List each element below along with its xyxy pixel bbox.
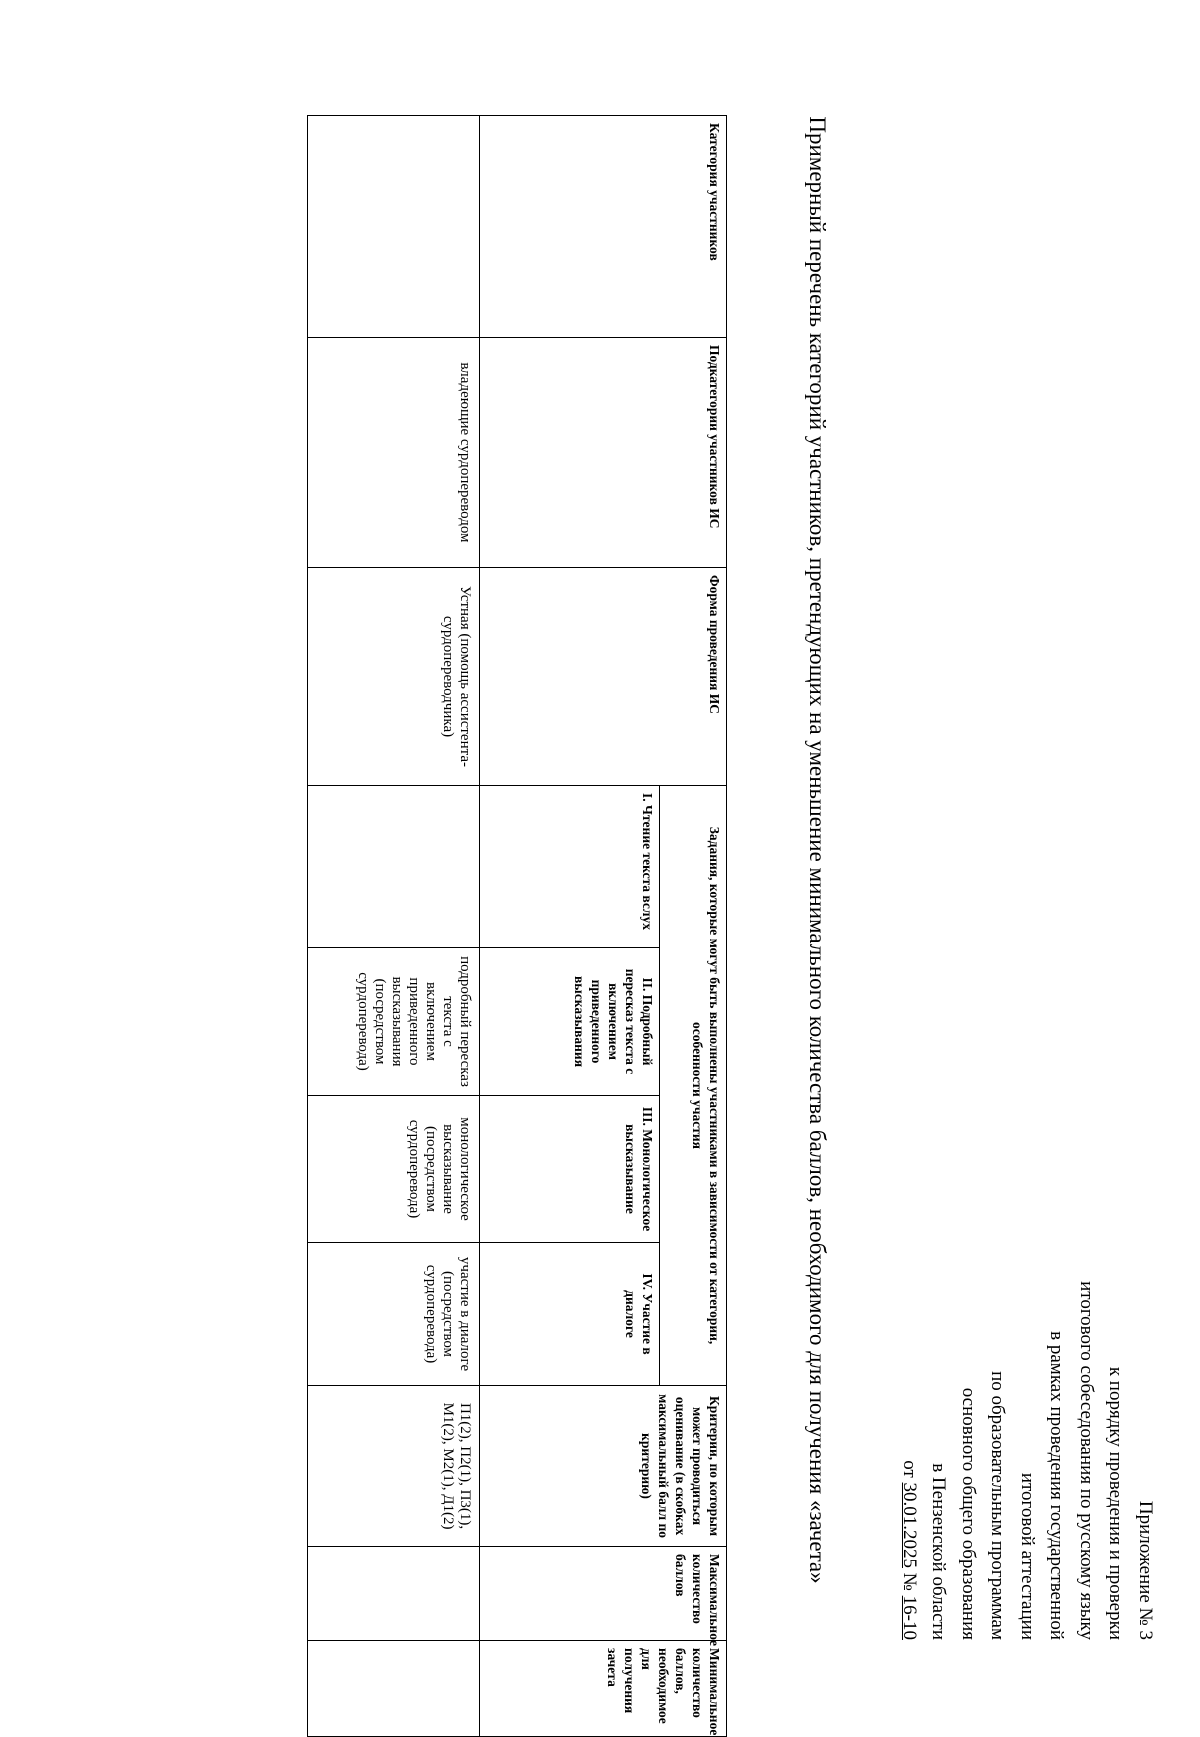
cell-category	[308, 116, 480, 338]
header-category: Категория участников	[480, 116, 727, 338]
header-min-score: Минимальное количество баллов, необходимое для получения зачета	[480, 1641, 727, 1737]
header-form: Форма проведения ИС	[480, 568, 727, 786]
appendix-line: к порядку проведения и проверки	[1105, 1366, 1127, 1640]
appendix-block	[895, 1100, 1161, 1640]
cell-max-score	[308, 1547, 480, 1641]
cell-task-4: участие в диалоге (посредством сурдоперевода)	[308, 1243, 480, 1386]
header-task-3: III. Монологическое высказывание	[480, 1096, 660, 1243]
header-max-score: Максимальное количество баллов	[480, 1547, 727, 1641]
appendix-line: в рамках проведения государственной	[1046, 1331, 1068, 1640]
appendix-line: Приложение № 3	[1135, 1500, 1156, 1640]
document-date: 30.01.2025	[899, 1482, 920, 1569]
date-prefix: от	[899, 1460, 920, 1483]
appendix-line: итогового собеседования по русскому языку	[1076, 1281, 1097, 1640]
table-row	[308, 116, 480, 1737]
cell-form: Устная (помощь ассистента-сурдопереводчика)	[308, 568, 480, 786]
number-prefix: №	[899, 1568, 920, 1596]
appendix-line: итоговой аттестации	[1017, 1472, 1038, 1640]
appendix-line: в Пензенской области	[928, 1463, 950, 1640]
header-task-2: II. Подробный пересказ текста с включением приведенного высказывания	[480, 948, 660, 1096]
cell-subcategory: владеющие сурдопереводом	[308, 338, 480, 568]
categories-table	[307, 115, 727, 1737]
header-task-1: I. Чтение текста вслух	[480, 786, 660, 948]
header-criteria: Критерии, по которым может проводиться оценивание (в скобках максимальный балл по критерию)	[480, 1386, 727, 1547]
cell-task-2: подробный пересказ текста с включением приведенного высказывания (посредством сурдоперевода)	[308, 948, 480, 1096]
header-task-4: IV. Участие в диалоге	[480, 1243, 660, 1386]
header-tasks: Задания, которые могут быть выполнены участниками в зависимости от категории, особенности участия	[660, 786, 727, 1386]
cell-criteria: П1(2), П2(1), П3(1), М1(2), М2(1), Д1(2)	[308, 1386, 480, 1547]
page-title: Примерный перечень категорий участников, претендующих на уменьшение минимального количества баллов, необходимого для получения «зачета»	[805, 116, 830, 1584]
header-subcategory: Подкатегории участников ИС	[480, 338, 727, 568]
cell-min-score	[308, 1641, 480, 1737]
cell-task-3: монологическое высказывание (посредством сурдоперевода)	[308, 1096, 480, 1243]
cell-task-1	[308, 786, 480, 948]
appendix-line: по образовательным программам	[987, 1371, 1009, 1640]
appendix-date-line	[895, 1100, 925, 1640]
document-number: 16-10	[899, 1595, 920, 1640]
appendix-line: основного общего образования	[958, 1387, 979, 1640]
